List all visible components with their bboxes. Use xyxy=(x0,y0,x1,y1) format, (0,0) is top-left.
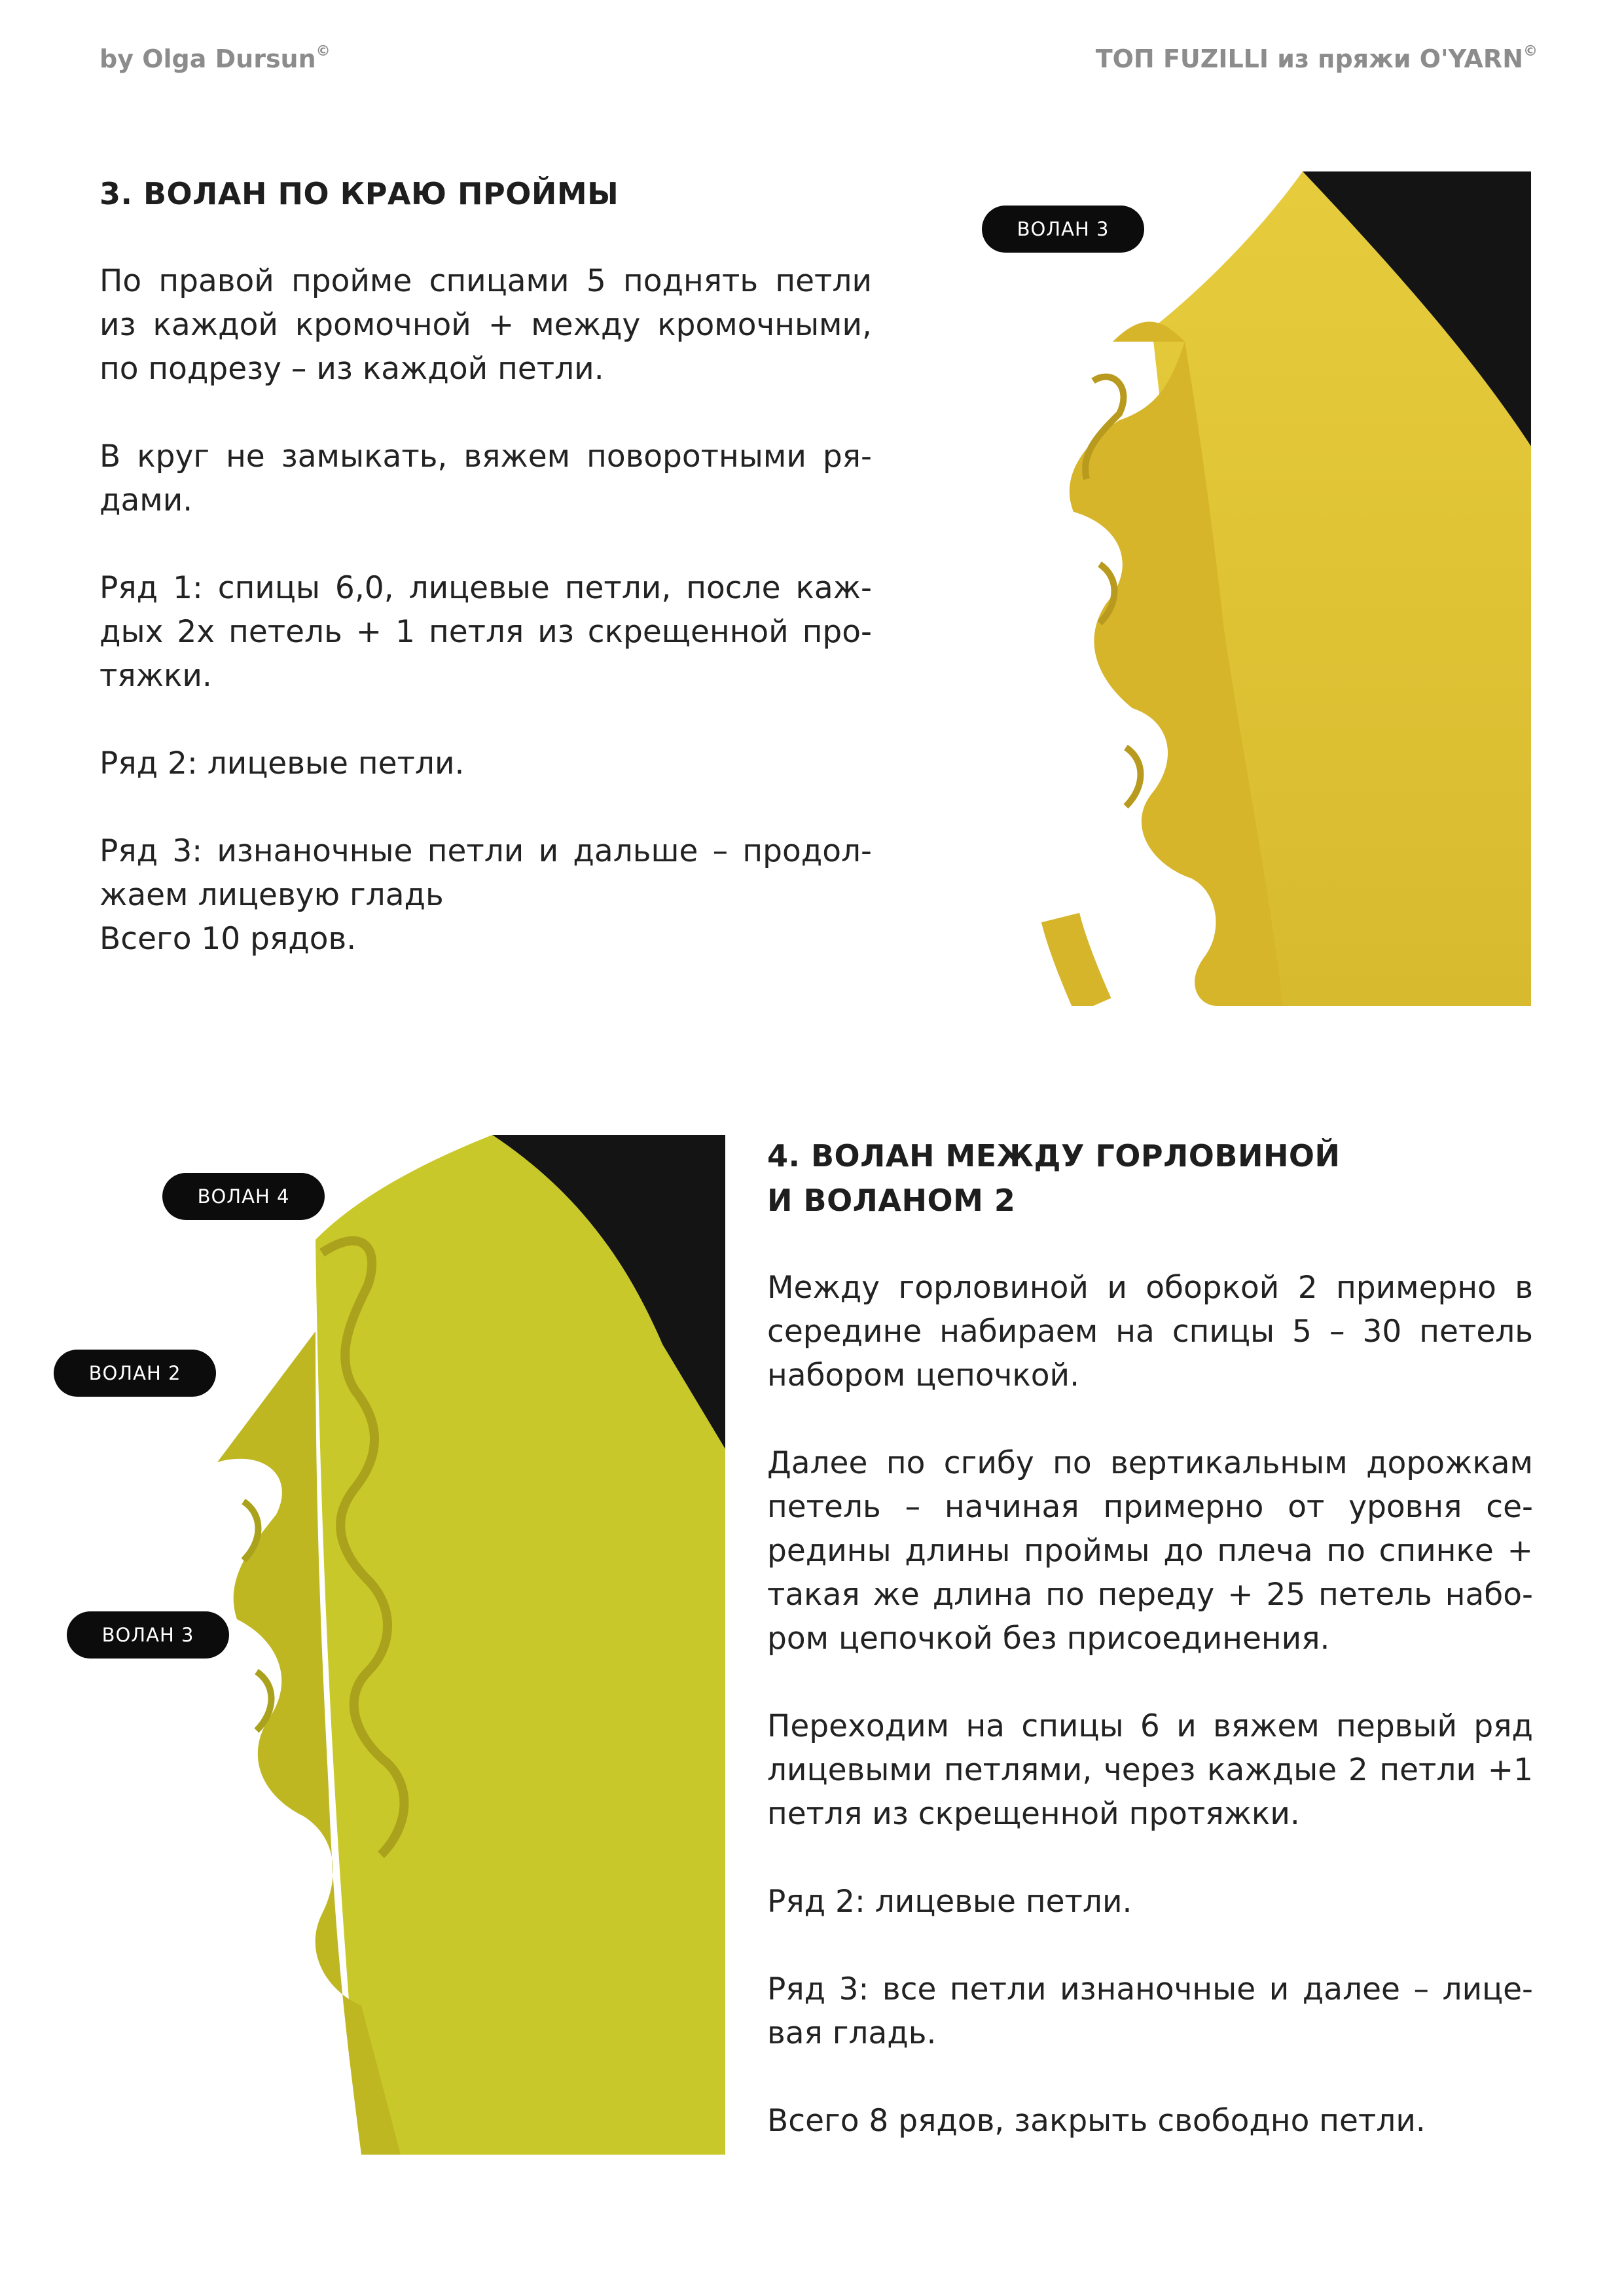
photo-tag-volan-3: ВОЛАН 3 xyxy=(982,206,1144,253)
photo-tag-volan-3-lower: ВОЛАН 3 xyxy=(67,1611,229,1659)
section3-title: 3. ВОЛАН ПО КРАЮ ПРОЙМЫ xyxy=(99,176,619,211)
section4-paragraph-6: Всего 8 рядов, закрыть свободно петли. xyxy=(767,2103,1426,2139)
section3-paragraph-5b: Всего 10 рядов. xyxy=(99,921,357,957)
section3-paragraph-4: Ряд 2: лицевые петли. xyxy=(99,745,465,781)
section3-photo xyxy=(1021,171,1531,1006)
section3-paragraph-5 xyxy=(99,829,872,961)
section4-paragraph-1: Между горловиной и оборкой 2 примерно в середине набираем на спицы 5 – 30 петель набором цепочкой. xyxy=(767,1270,1533,1393)
section4-paragraph-4: Ряд 2: лицевые петли. xyxy=(767,1884,1132,1920)
header-author-text: by Olga Dursun xyxy=(99,45,316,73)
section3-paragraph-5a: Ряд 3: изнаночные петли и дальше – продолжаем лицевую гладь xyxy=(99,833,872,913)
section4-title-line-1: 4. ВОЛАН МЕЖДУ ГОРЛОВИНОЙ xyxy=(767,1138,1341,1174)
header-author-mark: © xyxy=(316,43,331,60)
header-doc-title-text: ТОП FUZILLI из пряжи O'YARN xyxy=(1095,45,1523,73)
section3-paragraph-3: Ряд 1: спицы 6,0, лицевые петли, после каждых 2х петель + 1 петля из скрещенной протяжки. xyxy=(99,570,872,694)
section3-paragraph-1: По правой пройме спицами 5 поднять петли из каждой кромочной + между кромочными, по подрезу – из каждой петли. xyxy=(99,263,872,387)
header-author xyxy=(99,43,331,73)
section3-photo-illustration xyxy=(1021,171,1531,1006)
section4-paragraph-5: Ряд 3: все петли изнаночные и далее – лицевая гладь. xyxy=(767,1971,1533,2051)
section4-photo xyxy=(165,1135,725,2155)
section3-body xyxy=(99,259,872,961)
section4-title-line-2: И ВОЛАНОМ 2 xyxy=(767,1183,1016,1218)
photo-tag-volan-2: ВОЛАН 2 xyxy=(54,1350,216,1397)
section4-body xyxy=(767,1266,1533,2143)
header-doc-title xyxy=(1096,43,1538,73)
section4-photo-illustration xyxy=(165,1135,725,2155)
header-doc-title-mark: © xyxy=(1523,43,1538,60)
photo-tag-volan-4: ВОЛАН 4 xyxy=(162,1173,325,1220)
section4-title xyxy=(767,1134,1341,1223)
section3-paragraph-2: В круг не замыкать, вяжем поворотными рядами. xyxy=(99,439,872,518)
section4-paragraph-2: Далее по сгибу по вертикальным дорожкам петель – начиная примерно от уровня середины длины проймы до плеча по спинке + такая же длина по переду + 25 петель набором цепочкой без присоединения. xyxy=(767,1445,1533,1657)
section4-paragraph-3: Переходим на спицы 6 и вяжем первый ряд лицевыми петлями, через каждые 2 петли +1 петля из скрещенной протяжки. xyxy=(767,1708,1533,1832)
